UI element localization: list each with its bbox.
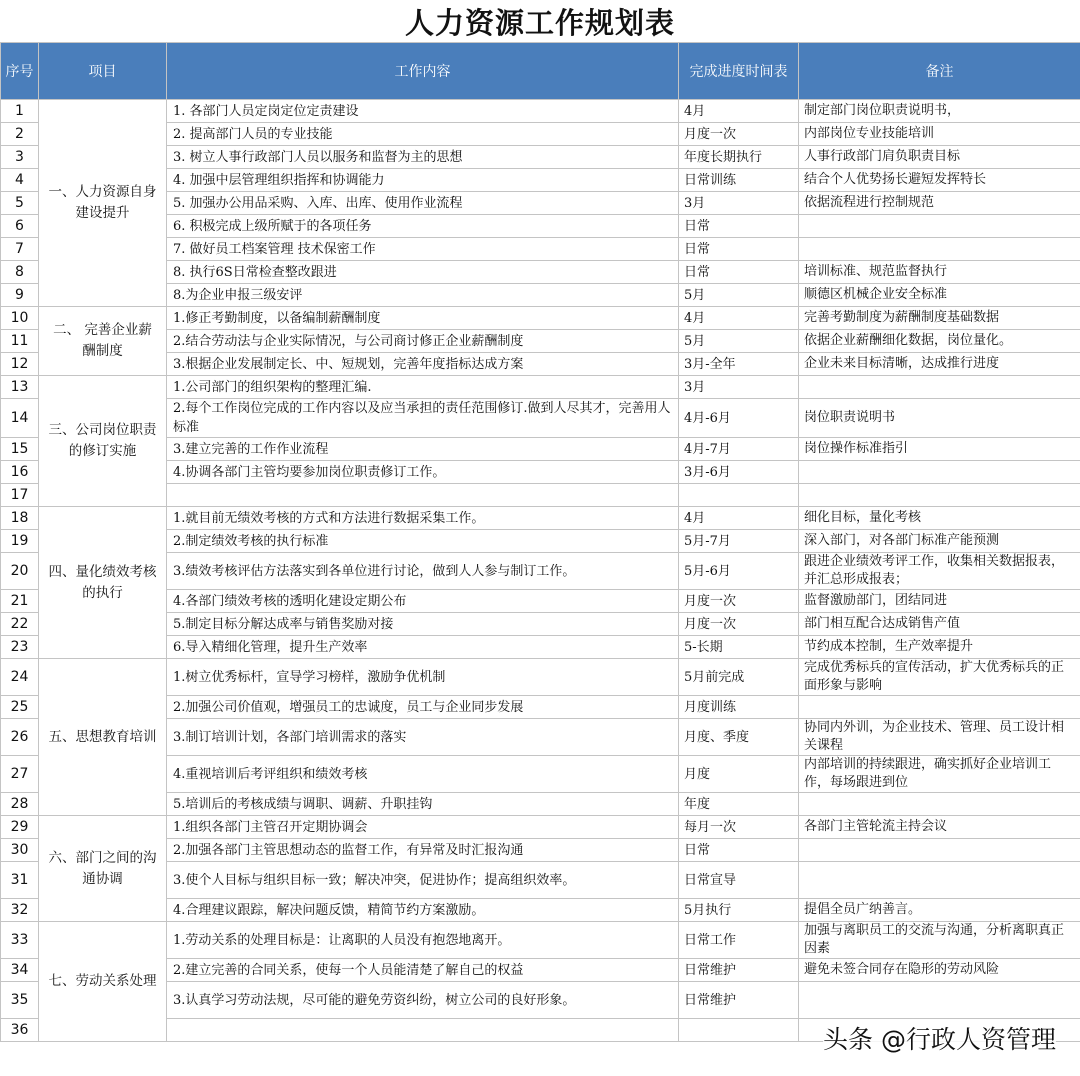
schedule: 5-长期	[679, 636, 799, 659]
row-number: 17	[1, 484, 39, 507]
note: 培训标准、规范监督执行	[799, 261, 1080, 284]
row-number: 15	[1, 438, 39, 461]
note	[799, 696, 1080, 719]
schedule: 日常工作	[679, 922, 799, 959]
row-number: 21	[1, 590, 39, 613]
work-content: 3.认真学习劳动法规，尽可能的避免劳资纠纷，树立公司的良好形象。	[167, 982, 679, 1019]
row-number: 34	[1, 959, 39, 982]
schedule: 日常维护	[679, 959, 799, 982]
header-content: 工作内容	[167, 43, 679, 100]
schedule: 日常	[679, 215, 799, 238]
row-number: 29	[1, 816, 39, 839]
schedule: 3月	[679, 192, 799, 215]
schedule: 年度	[679, 793, 799, 816]
schedule: 3月	[679, 376, 799, 399]
schedule: 3月-全年	[679, 353, 799, 376]
work-content: 3.根据企业发展制定长、中、短规划，完善年度指标达成方案	[167, 353, 679, 376]
note: 岗位职责说明书	[799, 399, 1080, 438]
schedule: 日常维护	[679, 982, 799, 1019]
schedule	[679, 1019, 799, 1042]
note	[799, 484, 1080, 507]
row-number: 18	[1, 507, 39, 530]
plan-table	[0, 42, 1080, 1042]
work-content: 2.建立完善的合同关系，使每一个人员能清楚了解自己的权益	[167, 959, 679, 982]
work-content: 1. 各部门人员定岗定位定责建设	[167, 100, 679, 123]
schedule: 日常宣导	[679, 862, 799, 899]
schedule: 5月前完成	[679, 659, 799, 696]
schedule: 日常	[679, 261, 799, 284]
page-title: 人力资源工作规划表	[404, 5, 675, 40]
work-content: 4. 加强中层管理组织指挥和协调能力	[167, 169, 679, 192]
note	[799, 215, 1080, 238]
work-content: 1.树立优秀标杆，宣导学习榜样，激励争优机制	[167, 659, 679, 696]
note: 避免未签合同存在隐形的劳动风险	[799, 959, 1080, 982]
note: 深入部门，对各部门标准产能预测	[799, 530, 1080, 553]
schedule: 月度一次	[679, 590, 799, 613]
title-row	[0, 0, 1080, 43]
row-number: 20	[1, 553, 39, 590]
schedule: 月度、季度	[679, 719, 799, 756]
work-content: 5.制定目标分解达成率与销售奖励对接	[167, 613, 679, 636]
note: 协同内外训，为企业技术、管理、员工设计相关课程	[799, 719, 1080, 756]
note: 各部门主管轮流主持会议	[799, 816, 1080, 839]
work-content: 7. 做好员工档案管理 技术保密工作	[167, 238, 679, 261]
schedule: 5月	[679, 284, 799, 307]
row-number: 12	[1, 353, 39, 376]
project-name: 一、人力资源自身建设提升	[39, 100, 167, 307]
note	[799, 982, 1080, 1019]
schedule: 日常	[679, 839, 799, 862]
work-content: 1.修正考勤制度，以备编制薪酬制度	[167, 307, 679, 330]
project-name: 五、思想教育培训	[39, 659, 167, 816]
schedule: 5月-6月	[679, 553, 799, 590]
work-content	[167, 484, 679, 507]
row-number: 16	[1, 461, 39, 484]
schedule: 月度一次	[679, 123, 799, 146]
project-name: 二、 完善企业薪酬制度	[39, 307, 167, 376]
table-row	[1, 816, 1080, 839]
row-number: 9	[1, 284, 39, 307]
work-content: 2.制定绩效考核的执行标准	[167, 530, 679, 553]
table-row	[1, 307, 1080, 330]
work-content: 6.导入精细化管理，提升生产效率	[167, 636, 679, 659]
row-number: 24	[1, 659, 39, 696]
table-row	[1, 376, 1080, 399]
row-number: 19	[1, 530, 39, 553]
work-content: 3.制订培训计划，各部门培训需求的落实	[167, 719, 679, 756]
project-name: 三、公司岗位职责的修订实施	[39, 376, 167, 507]
header-row	[1, 43, 1080, 100]
work-content: 5. 加强办公用品采购、入库、出库、使用作业流程	[167, 192, 679, 215]
row-number: 28	[1, 793, 39, 816]
project-name: 四、量化绩效考核的执行	[39, 507, 167, 659]
schedule: 4月	[679, 100, 799, 123]
work-content: 1.劳动关系的处理目标是：让离职的人员没有抱怨地离开。	[167, 922, 679, 959]
schedule: 年度长期执行	[679, 146, 799, 169]
row-number: 13	[1, 376, 39, 399]
schedule: 月度	[679, 756, 799, 793]
row-number: 5	[1, 192, 39, 215]
work-content: 8.为企业申报三级安评	[167, 284, 679, 307]
note	[799, 376, 1080, 399]
table-row	[1, 922, 1080, 959]
work-content: 4.重视培训后考评组织和绩效考核	[167, 756, 679, 793]
work-content: 6. 积极完成上级所赋于的各项任务	[167, 215, 679, 238]
row-number: 32	[1, 899, 39, 922]
note: 提倡全员广纳善言。	[799, 899, 1080, 922]
row-number: 26	[1, 719, 39, 756]
row-number: 10	[1, 307, 39, 330]
note: 制定部门岗位职责说明书，	[799, 100, 1080, 123]
work-content: 1.就目前无绩效考核的方式和方法进行数据采集工作。	[167, 507, 679, 530]
work-content: 4.协调各部门主管均要参加岗位职责修订工作。	[167, 461, 679, 484]
note: 岗位操作标准指引	[799, 438, 1080, 461]
row-number: 6	[1, 215, 39, 238]
note: 加强与离职员工的交流与沟通，分析离职真正因素	[799, 922, 1080, 959]
note	[799, 461, 1080, 484]
work-content: 4.各部门绩效考核的透明化建设定期公布	[167, 590, 679, 613]
schedule: 5月	[679, 330, 799, 353]
work-content: 3.绩效考核评估方法落实到各单位进行讨论，做到人人参与制订工作。	[167, 553, 679, 590]
note: 内部培训的持续跟进，确实抓好企业培训工作，每场跟进到位	[799, 756, 1080, 793]
work-content: 5.培训后的考核成绩与调职、调薪、升职挂钩	[167, 793, 679, 816]
work-content: 1.组织各部门主管召开定期协调会	[167, 816, 679, 839]
table-row	[1, 659, 1080, 696]
work-content: 2.加强公司价值观，增强员工的忠诚度，员工与企业同步发展	[167, 696, 679, 719]
note: 完善考勤制度为薪酬制度基础数据	[799, 307, 1080, 330]
watermark: 头条 @行政人资管理	[823, 1020, 1056, 1056]
row-number: 22	[1, 613, 39, 636]
schedule: 4月	[679, 507, 799, 530]
row-number: 33	[1, 922, 39, 959]
work-content: 3.建立完善的工作作业流程	[167, 438, 679, 461]
work-content	[167, 1019, 679, 1042]
header-note: 备注	[799, 43, 1080, 100]
work-content: 4.合理建议跟踪，解决问题反馈，精简节约方案激励。	[167, 899, 679, 922]
project-name: 七、劳动关系处理	[39, 922, 167, 1042]
work-content: 1.公司部门的组织架构的整理汇编.	[167, 376, 679, 399]
schedule: 4月-7月	[679, 438, 799, 461]
note: 依据流程进行控制规范	[799, 192, 1080, 215]
note: 人事行政部门肩负职责目标	[799, 146, 1080, 169]
row-number: 23	[1, 636, 39, 659]
row-number: 4	[1, 169, 39, 192]
note: 细化目标，量化考核	[799, 507, 1080, 530]
note: 顺德区机械企业安全标准	[799, 284, 1080, 307]
schedule: 4月	[679, 307, 799, 330]
note	[799, 238, 1080, 261]
note: 依据企业薪酬细化数据，岗位量化。	[799, 330, 1080, 353]
note: 节约成本控制，生产效率提升	[799, 636, 1080, 659]
row-number: 1	[1, 100, 39, 123]
row-number: 14	[1, 399, 39, 438]
schedule: 每月一次	[679, 816, 799, 839]
schedule: 5月-7月	[679, 530, 799, 553]
note	[799, 839, 1080, 862]
row-number: 35	[1, 982, 39, 1019]
schedule: 5月执行	[679, 899, 799, 922]
work-content: 8. 执行6S日常检查整改跟进	[167, 261, 679, 284]
note: 结合个人优势扬长避短发挥特长	[799, 169, 1080, 192]
header-no: 序号	[1, 43, 39, 100]
note	[799, 793, 1080, 816]
row-number: 27	[1, 756, 39, 793]
schedule	[679, 484, 799, 507]
note: 企业未来目标清晰，达成推行进度	[799, 353, 1080, 376]
row-number: 30	[1, 839, 39, 862]
work-content: 3.使个人目标与组织目标一致；解决冲突，促进协作；提高组织效率。	[167, 862, 679, 899]
work-content: 2.加强各部门主管思想动态的监督工作，有异常及时汇报沟通	[167, 839, 679, 862]
schedule: 月度训练	[679, 696, 799, 719]
schedule: 月度一次	[679, 613, 799, 636]
row-number: 2	[1, 123, 39, 146]
row-number: 11	[1, 330, 39, 353]
table-row	[1, 100, 1080, 123]
row-number: 36	[1, 1019, 39, 1042]
row-number: 25	[1, 696, 39, 719]
work-content: 2. 提高部门人员的专业技能	[167, 123, 679, 146]
note: 跟进企业绩效考评工作，收集相关数据报表，并汇总形成报表；	[799, 553, 1080, 590]
table-body	[1, 100, 1080, 1042]
table-row	[1, 507, 1080, 530]
schedule: 日常训练	[679, 169, 799, 192]
header-schedule: 完成进度时间表	[679, 43, 799, 100]
note: 内部岗位专业技能培训	[799, 123, 1080, 146]
schedule: 3月-6月	[679, 461, 799, 484]
work-content: 2.结合劳动法与企业实际情况，与公司商讨修正企业薪酬制度	[167, 330, 679, 353]
note: 部门相互配合达成销售产值	[799, 613, 1080, 636]
note	[799, 862, 1080, 899]
row-number: 31	[1, 862, 39, 899]
work-content: 3. 树立人事行政部门人员以服务和监督为主的思想	[167, 146, 679, 169]
row-number: 3	[1, 146, 39, 169]
work-content: 2.每个工作岗位完成的工作内容以及应当承担的责任范围修订.做到人尽其才，完善用人标准	[167, 399, 679, 438]
project-name: 六、部门之间的沟通协调	[39, 816, 167, 922]
header-project: 项目	[39, 43, 167, 100]
schedule: 4月-6月	[679, 399, 799, 438]
schedule: 日常	[679, 238, 799, 261]
note: 完成优秀标兵的宣传活动，扩大优秀标兵的正面形象与影响	[799, 659, 1080, 696]
row-number: 7	[1, 238, 39, 261]
row-number: 8	[1, 261, 39, 284]
note: 监督激励部门，团结同进	[799, 590, 1080, 613]
